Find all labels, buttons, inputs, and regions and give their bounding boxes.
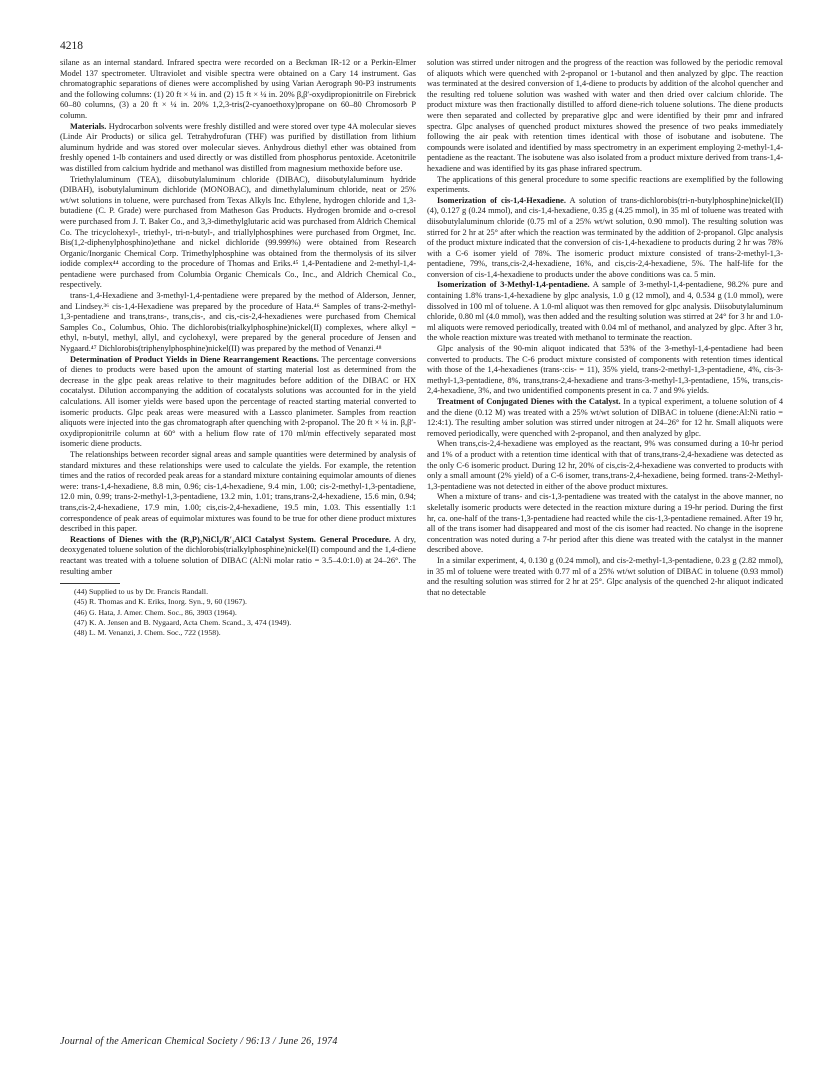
left-paragraph bbox=[60, 122, 416, 175]
running-footer: Journal of the American Chemical Society / 96:13 / June 26, 1974 bbox=[60, 1036, 338, 1047]
footnote-rule bbox=[60, 583, 120, 584]
paragraph-text: silane as an internal standard. Infrared spectra were recorded on a Beckman IR-12 or a Perkin-Elmer Model 137 spectrometer. Ultraviolet and visible spectra were obtained on a Cary 14 instrument. Gas chromatographic separations of dienes were accomplished by using Varian Aerograph 90-P3 instruments and the following columns: (1) 20 ft × ¼ in. and (2) 15 ft × ¼ in. 20% β,β′-oxydipropionitrile on Firebrick 60–80 columns, (3) a 20 ft × ¼ in. 20% 1,2,3-tris(2-cyanoethoxy)propane on 60–80 Chromosorb P column. bbox=[60, 58, 416, 120]
right-paragraph bbox=[427, 556, 783, 598]
left-column bbox=[60, 58, 416, 638]
paragraph-text: In a similar experiment, 4, 0.130 g (0.24 mmol), and cis-2-methyl-1,3-pentadiene, 0.23 g (2.82 mmol), in 35 ml of toluene were treated with 0.77 ml of a 25% wt/wt solution of DIBAC in toluene (0.93 mmol) and the resulting solution was stirred for 2 hr at 25°. Glpc analysis of the quenched 2-hr aliquot indicated that no detectable bbox=[427, 555, 783, 597]
footnote: (44) Supplied to us by Dr. Francis Randall. bbox=[74, 587, 209, 597]
paragraph-text: When trans,cis-2,4-hexadiene was employed as the reactant, 9% was consumed during a 10-hr period and 1% of a product with a retention time identical with that of trans,trans-2,4-hexadiene was detected as the only C-6 isomeric product. During 12 hr, 20% of cis,cis-2,4-hexadiene was converted to products with only a small amount (2% yield) of a C-6 isomer, trans,trans-2,4-hexadiene, being formed. trans-2-Methyl-1,3-pentadiene was not detected in either of the above product mixtures. bbox=[427, 439, 783, 491]
footnote: (47) K. A. Jensen and B. Nygaard, Acta Chem. Scand., 3, 474 (1949). bbox=[74, 617, 292, 627]
right-paragraph bbox=[427, 344, 783, 397]
left-paragraph bbox=[60, 450, 416, 535]
section-heading: Reactions of Dienes with the (R₃P)₂NiCl₂/R′₂AlCl Catalyst System. General Procedure. bbox=[70, 534, 391, 544]
paragraph-text: A sample of 3-methyl-1,4-pentadiene, 98.2% pure and containing 1.8% trans-1,4-hexadiene by glpc analysis, 1.0 g (12 mmol), and 4, 0.534 g (1.0 mmol), were dissolved in 100 ml of toluene. A 1.0-ml aliquot was then removed for glpc analysis. Diisobutylaluminum chloride, 0.80 ml (4.0 mmol), was then added and the resulting solution was stirred at 24° for 3 hr and 1.0-ml aliquots were removed periodically, treated with 0.04 ml of methanol, and analyzed by glpc. After 3 hr, the whole reaction mixture was treated with methanol to terminate the reaction. bbox=[427, 280, 783, 343]
section-heading: Determination of Product Yields in Diene Rearrangement Reactions. bbox=[70, 354, 319, 364]
right-paragraph bbox=[427, 492, 783, 556]
left-paragraph bbox=[60, 58, 416, 122]
left-paragraph bbox=[60, 355, 416, 450]
right-paragraph bbox=[427, 196, 783, 281]
page-number: 4218 bbox=[60, 40, 83, 52]
left-paragraph bbox=[60, 175, 416, 292]
footnotes bbox=[60, 587, 416, 638]
paragraph-text: trans-1,4-Hexadiene and 3-methyl-1,4-pentadiene were prepared by the method of Alderson, Jenner, and Lindsey.³⁶ cis-1,4-Hexadiene was prepared by the procedure of Hata.⁴⁶ Samples of trans-2-methyl-1,3-pentadiene and trans,trans-, trans,cis-, and cis,-cis-2,4-hexadienes were purchased from Chemical Samples Co., Columbus, Ohio. The dichlorobis(trialkylphosphine)nickel(II) complexes, where alkyl = ethyl, n-butyl, methyl, allyl, and cyclohexyl, were prepared by the general procedure of Jensen and Nygaard.⁴⁷ Dichlorobis(triphenylphosphine)nickel(II) was prepared by the method of Venanzi.⁴⁸ bbox=[60, 291, 416, 354]
paragraph-text: Hydrocarbon solvents were freshly distilled and were stored over type 4A molecular sieves (Linde Air Products) or silica gel. Tetrahydrofuran (THF) was purified by distillation from lithium aluminum hydride and was stored over molecular sieves. Anhydrous diethyl ether was obtained from freshly opened 1-lb containers and used directly or was distilled from phosphorus pentoxide. Acetonitrile was distilled from calcium hydride and methanol was distilled from magnesium methoxide before use. bbox=[60, 121, 416, 173]
paragraph-text: A solution of trans-dichlorobis(tri-n-butylphosphine)nickel(II) (4), 0.127 g (0.24 mmol), and cis-1,4-hexadiene, 0.35 g (4.25 mmol), in 35 ml of toluene was treated with diisobutylaluminum chloride (0.75 ml of a 25% wt/wt solution, 0.90 mmol). The resulting solution was stirred for 2 hr at 25° after which the reaction was terminated by the addition of 2-propanol. Glpc analysis of the product mixture indicated that the conversion of cis-1,4-hexadiene to products during 2 hr was 78% with a C-6 isomer yield of 78%. The isomeric product mixture consisted of trans-2-methyl-1,3-pentadiene, 79%, trans,cis-2,4-hexadiene, 16%, and cis,cis-2,4-hexadiene, 5%. The half-life for the conversion of cis-1,4-hexadiene to products under the above conditions was ca. 5 min. bbox=[427, 195, 784, 279]
right-paragraph bbox=[427, 58, 783, 175]
right-paragraph bbox=[427, 397, 783, 439]
footnote: (48) L. M. Venanzi, J. Chem. Soc., 722 (1958). bbox=[74, 627, 221, 637]
right-paragraph bbox=[427, 439, 783, 492]
footnote: (46) G. Hata, J. Amer. Chem. Soc., 86, 3903 (1964). bbox=[74, 607, 237, 617]
section-heading: Materials. bbox=[70, 121, 107, 131]
section-heading: Isomerization of cis-1,4-Hexadiene. bbox=[437, 195, 566, 205]
paragraph-text: solution was stirred under nitrogen and the progress of the reaction was followed by the periodic removal of aliquots which were quenched with 2-propanol or 1-butanol and then analyzed by glpc. The reaction was terminated at the desired conversion of 1,4-diene to products by addition of the alcohol quencher and the resulting red toluene solution was washed with water and then dried over calcium chloride. The product mixture was then fractionally distilled to afford diene-rich toluene solutions. The diene products were then separated and collected by preparative glpc and were identified by their pmr and infrared spectra. Glpc analyses of quenched product mixtures showed the presence of two peaks immediately following the air peak with retention times identical with those of isobutane and isobutene. The compounds were isolated and identified by mass spectrometry in an experiment employing 2-methyl-1,4-pentadiene as the reactant. The isobutene was also isolated from a product mixture derived from trans-1,4-hexadiene and was identified by its gas phase infrared spectrum. bbox=[427, 58, 783, 173]
paragraph-text: Triethylaluminum (TEA), diisobutylaluminum chloride (DIBAC), diisobutylaluminum hydride (DIBAH), isobutylaluminum dichloride (MONOBAC), and dimethylaluminum chloride, neat or 25% wt/wt solutions in toluene, were purchased from Texas Alkyls Inc. Ethylene, hydrogen chloride and 1,3-butadiene (C. P. Grade) were purchased from Matheson Gas Products. Hydrogen bromide and o-cresol were purchased from J. T. Baker Co., and 3,3-dimethylglutaric acid was purchased from Aldrich Chemical Co. The tricyclohexyl-, triethyl-, tri-n-butyl-, and triallylphosphines were purchased from Orgmet, Inc. Bis(1,2-diphenylphosphino)ethane and nickel dichloride (99.999%) were obtained from Research Organic/Inorganic Chemical Corp. Trimethylphosphine was obtained from the thermolysis of its silver iodide complex⁴⁴ according to the procedure of Thomas and Eriks.⁴⁵ 1,4-Pentadiene and 2-methyl-1,4-pentadiene were purchased from Columbia Organic Chemicals Co., Inc., and Aldrich Chemical Co., respectively. bbox=[60, 174, 416, 290]
paragraph-text: In a typical experiment, a toluene solution of 4 and the diene (0.12 M) was treated with a 25% wt/wt solution of DIBAC in toluene (diene:Al:Ni ratio = 12:4:1). The resulting amber solution was stirred under nitrogen at 24–26° for 12 hr. Small aliquots were removed periodically, were quenched with 2-propanol, and then analyzed by glpc. bbox=[427, 397, 784, 438]
section-heading: Treatment of Conjugated Dienes with the Catalyst. bbox=[437, 397, 621, 406]
paragraph-text: A dry, deoxygenated toluene solution of the dichlorobis(trialkylphosphine)nickel(II) compound and the 1,4-diene reactant was treated with a toluene solution of DIBAC (Al:Ni molar ratio = 3.5–4.0:1.0) at 24–26°. The resulting amber bbox=[60, 534, 416, 576]
paragraph-text: The percentage conversions of dienes to products were based upon the amount of starting material lost as determined from the decrease in the glpc peak areas relative to their magnitudes before addition of the DIBAC or HX cocatalyst. Dilution accompanying the addition of cocatalysts solutions was accounted for in the yield calculations. All isomer yields were based upon the percentage of reacted starting material converted to isomeric products. Glpc peak areas were measured with a Lassco planimeter. Samples from reaction aliquots were injected into the gas chromatograph after quenching with 2-propanol. The 20 ft × ¼ in. β,β′-oxydipropionitrile column at 60° with a helium flow rate of 170 ml/min effectively separated most isomeric diene products. bbox=[60, 354, 416, 449]
paragraph-text: Glpc analysis of the 90-min aliquot indicated that 53% of the 3-methyl-1,4-pentadiene had been converted to products. The C-6 product mixture consisted of components with retention times identical with those of the 1,4-hexadienes (trans-:cis- = 11), 35% yield, trans-2-methyl-1,3-pentadiene, 4%, cis-3-methyl-1,3-pentadiene, 8%, trans,trans-2,4-hexadiene and trans-3-methyl-1,3-pentadiene, 15%, trans,cis-2,4-hexadiene, 3%, and two unidentified components present in ca. 7 and 9% yields. bbox=[427, 344, 783, 396]
paragraph-text: When a mixture of trans- and cis-1,3-pentadiene was treated with the catalyst in the above manner, no skeletally isomeric products were detected in the reaction mixture during a 19-hr period. During the first hr, ca. one-half of the trans-1,3-pentadiene had reacted while the cis-1,3-pentadiene remained. After 19 hr, all of the trans isomer had disappeared and most of the cis isomer had reacted. No change in the isoprene concentration was noted during a 7-hr period after this diene was treated with the catalyst in the manner described above. bbox=[427, 492, 783, 555]
section-heading: Isomerization of 3-Methyl-1,4-pentadiene. bbox=[437, 280, 590, 290]
footnote: (45) R. Thomas and K. Eriks, Inorg. Syn., 9, 60 (1967). bbox=[74, 597, 247, 607]
paragraph-text: The relationships between recorder signal areas and sample quantities were determined by analysis of standard mixtures and these relationships were used to calculate the yields. For example, the retention times and the ratios of recorded peak areas for a standard mixture containing equimolar amounts of dienes were: trans-1,4-hexadiene, 8.8 min, 0.96; cis-1,4-hexadiene, 9.4 min, 1.00; cis-2-methyl-1,3-pentadiene, 12.0 min, 0.99; trans-2-methyl-1,3-pentadiene, 13.2 min, 1.01; trans,trans-2,4-hexadiene, 15.6 min, 0.94; trans,cis-2,4-hexadiene, 17.9 min, 1.00; cis,cis-2,4-hexadiene, 19.5 min, 1.03. This essentially 1:1 correspondence of peak areas of equimolar mixtures was found to be true for other diene product mixtures described in this paper. bbox=[60, 449, 416, 534]
paragraph-text: The applications of this general procedure to some specific reactions are exemplified by the following experiments. bbox=[427, 174, 783, 195]
left-paragraph bbox=[60, 291, 416, 355]
right-paragraph bbox=[427, 280, 783, 344]
left-paragraph bbox=[60, 535, 416, 577]
right-paragraph bbox=[427, 175, 783, 196]
right-column bbox=[427, 58, 783, 598]
